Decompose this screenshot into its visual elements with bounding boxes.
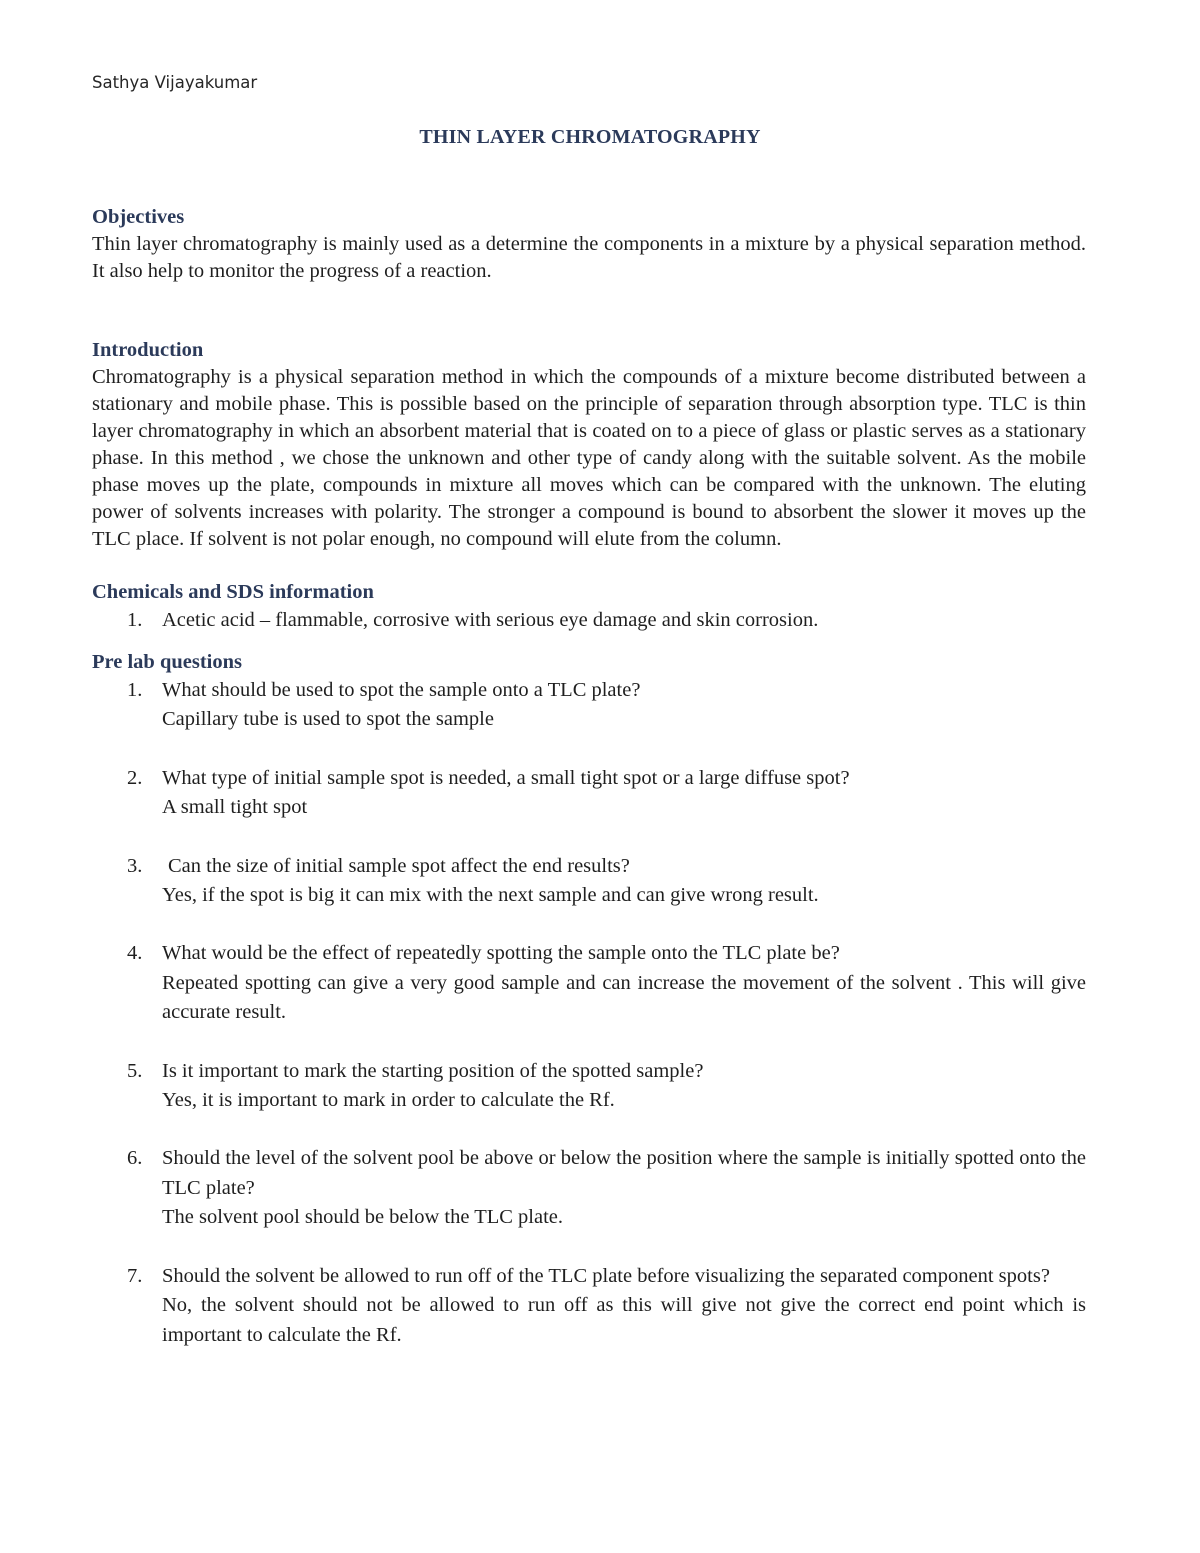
- question-text: What type of initial sample spot is needed, a small tight spot or a large diffuse spot?: [162, 766, 850, 789]
- question-text: Is it important to mark the starting position of the spotted sample?: [162, 1059, 704, 1082]
- introduction-text: Chromatography is a physical separation method in which the compounds of a mixture become distributed between a stationary and mobile phase. This is possible based on the principle of separation through absorption type. TLC is thin layer chromatography in which an absorbent material that is coated on to a piece of glass or plastic serves as a stationary phase. In this method , we chose the unknown and other type of candy along with the suitable solvent. As the mobile phase moves up the plate, compounds in mixture all moves which can be compared with the unknown. The eluting power of solvents increases with polarity. The stronger a compound is bound to absorbent the slower it moves up the TLC place. If solvent is not polar enough, no compound will elute from the column.: [92, 366, 1086, 550]
- list-item: [92, 1144, 1086, 1232]
- document-body: [92, 204, 1086, 1350]
- question-text: Should the level of the solvent pool be above or below the position where the sample is initially spotted onto the TLC plate?: [162, 1147, 1086, 1199]
- list-item: [92, 606, 1086, 635]
- question-text: What should be used to spot the sample onto a TLC plate?: [162, 679, 641, 701]
- answer-text: Yes, it is important to mark in order to calculate the Rf.: [162, 1089, 615, 1112]
- document-title: THIN LAYER CHROMATOGRAPHY: [419, 126, 761, 148]
- author-name: Sathya Vijayakumar: [92, 73, 258, 92]
- list-item: [92, 676, 1086, 735]
- list-number: 1.: [127, 609, 143, 631]
- list-item: [92, 1262, 1086, 1350]
- list-number: 1.: [127, 679, 143, 701]
- question-text: Can the size of initial sample spot affect the end results?: [168, 854, 630, 877]
- list-item: [92, 764, 1086, 823]
- prelab-questions-list: [92, 676, 1086, 1350]
- list-number: 2.: [127, 766, 143, 789]
- answer-text: No, the solvent should not be allowed to run off as this will give not give the correct end point which is important to calculate the Rf.: [162, 1294, 1086, 1346]
- objectives-text: Thin layer chromatography is mainly used as a determine the components in a mixture by a physical separation method. It also help to monitor the progress of a reaction.: [92, 233, 1086, 282]
- list-item: [92, 939, 1086, 1027]
- answer-text: Capillary tube is used to spot the sample: [162, 708, 494, 731]
- answer-text: Repeated spotting can give a very good sample and can increase the movement of the solvent . This will give accurate result.: [162, 971, 1086, 1024]
- chemical-entry: Acetic acid – flammable, corrosive with serious eye damage and skin corrosion.: [162, 609, 819, 631]
- introduction-heading: Introduction: [92, 339, 204, 361]
- chemicals-section: [92, 579, 1086, 635]
- question-text: What would be the effect of repeatedly spotting the sample onto the TLC plate be?: [162, 942, 840, 965]
- chemicals-list: [92, 606, 1086, 635]
- introduction-section: [92, 337, 1086, 553]
- question-text: Should the solvent be allowed to run off of the TLC plate before visualizing the separated component spots?: [162, 1264, 1050, 1287]
- prelab-section: [92, 649, 1086, 1350]
- answer-text: A small tight spot: [162, 796, 308, 819]
- list-number: 6.: [127, 1147, 143, 1170]
- answer-text: Yes, if the spot is big it can mix with the next sample and can give wrong result.: [162, 884, 819, 907]
- list-item: [92, 1057, 1086, 1116]
- answer-text: The solvent pool should be below the TLC plate.: [162, 1206, 564, 1229]
- list-number: 5.: [127, 1059, 143, 1082]
- list-number: 4.: [127, 942, 143, 965]
- list-number: 7.: [127, 1264, 143, 1287]
- chemicals-heading: Chemicals and SDS information: [92, 581, 374, 603]
- list-number: 3.: [127, 854, 143, 877]
- list-item: [92, 852, 1086, 911]
- objectives-heading: Objectives: [92, 206, 185, 228]
- prelab-heading: Pre lab questions: [92, 651, 242, 673]
- objectives-section: [92, 204, 1086, 285]
